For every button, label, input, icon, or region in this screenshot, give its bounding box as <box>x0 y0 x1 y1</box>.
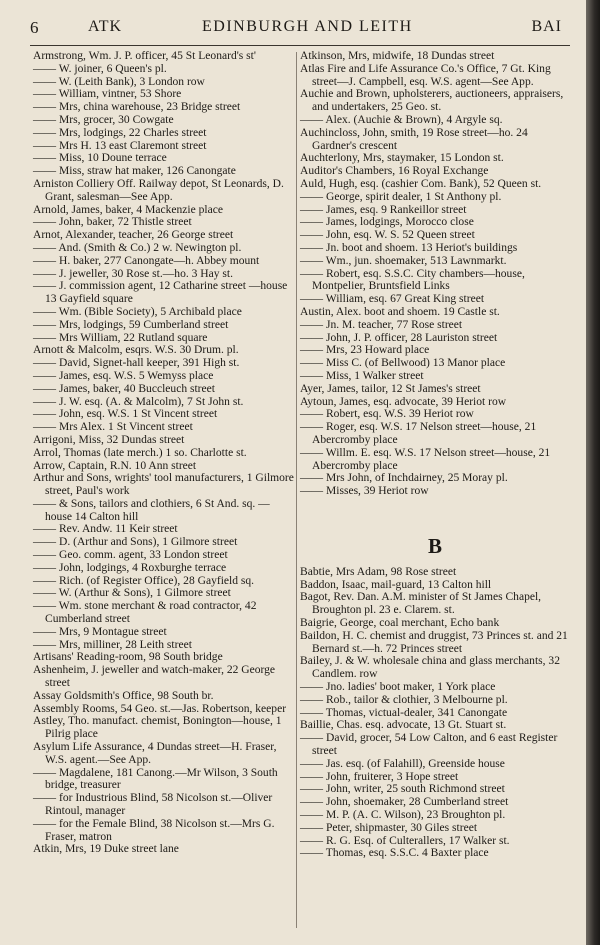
directory-entry: —— Mrs H. 13 east Claremont street <box>33 139 207 152</box>
directory-entry: Austin, Alex. boot and shoem. 19 Castle st. <box>300 305 500 318</box>
directory-entry: —— James, esq. 9 Rankeillor street <box>300 203 467 216</box>
directory-entry: —— W. (Leith Bank), 3 London row <box>33 75 205 88</box>
directory-entry: Ayer, James, tailor, 12 St James's street <box>300 382 481 395</box>
directory-entry: —— David, grocer, 54 Low Calton, and 6 east Register street <box>300 732 558 758</box>
directory-entry: —— James, lodgings, Morocco close <box>300 216 474 229</box>
directory-entry: Atkin, Mrs, 19 Duke street lane <box>33 843 179 856</box>
directory-entry: —— John, J. P. officer, 28 Lauriston street <box>300 331 498 344</box>
directory-entry: —— Mrs, lodgings, 59 Cumberland street <box>33 318 229 331</box>
directory-entry: Arrow, Captain, R.N. 10 Ann street <box>33 459 197 472</box>
directory-entry: Arrol, Thomas (late merch.) 1 so. Charlotte st. <box>33 446 247 459</box>
directory-entry: —— David, Signet-hall keeper, 391 High st. <box>33 357 240 370</box>
directory-entry: Astley, Tho. manufact. chemist, Bonington—house, 1 Pilrig place <box>33 715 282 741</box>
directory-entry: —— William, esq. 67 Great King street <box>300 293 485 306</box>
directory-entry: —— Jn. boot and shoem. 13 Heriot's buildings <box>300 241 518 254</box>
directory-entry: —— Wm., jun. shoemaker, 513 Lawnmarkt. <box>300 254 507 267</box>
directory-entry: —— Mrs John, of Inchdairney, 25 Moray pl. <box>300 472 508 485</box>
directory-entry: Arrigoni, Miss, 32 Dundas street <box>33 433 185 446</box>
directory-entry: —— Miss, 1 Walker street <box>300 369 424 382</box>
directory-entry: —— Miss C. (of Bellwood) 13 Manor place <box>300 357 506 370</box>
page-header <box>30 18 570 40</box>
directory-entry: —— Robert, esq. S.S.C. City chambers—house, Montpelier, Bruntsfield Links <box>300 267 525 293</box>
directory-entry: Bailey, J. & W. wholesale china and glass merchants, 32 Candlem. row <box>300 655 560 681</box>
directory-entry: Atlas Fire and Life Assurance Co.'s Office, 7 Gt. King street—J. Campbell, esq. W.S. agent—See App. <box>300 62 551 88</box>
directory-entry: —— W. joiner, 6 Queen's pl. <box>33 62 167 75</box>
directory-entry: Atkinson, Mrs, midwife, 18 Dundas street <box>300 50 495 62</box>
directory-entry: Aytoun, James, esq. advocate, 39 Heriot row <box>300 395 507 408</box>
directory-entry: —— Mrs, lodgings, 22 Charles street <box>33 126 207 139</box>
directory-entry: Auditor's Chambers, 16 Royal Exchange <box>300 165 489 178</box>
page-number: 6 <box>30 18 40 37</box>
directory-entry: —— John, baker, 72 Thistle street <box>33 216 192 229</box>
directory-entry: —— George, spirit dealer, 1 St Anthony pl. <box>300 190 502 203</box>
directory-entry: Artisans' Reading-room, 98 South bridge <box>33 651 223 664</box>
directory-entry: Baddon, Isaac, mail-guard, 13 Calton hill <box>300 578 492 591</box>
directory-entry: Auchincloss, John, smith, 19 Rose street—ho. 24 Gardner's crescent <box>300 126 528 152</box>
directory-entry: Arnot, Alexander, teacher, 26 George street <box>33 229 234 242</box>
directory-entry: —— for Industrious Blind, 58 Nicolson st.—Oliver Rintoul, manager <box>33 792 273 818</box>
directory-entry: —— Mrs, 9 Montague street <box>33 625 167 638</box>
header-title: EDINBURGH AND LEITH <box>202 18 413 35</box>
directory-entry: —— Roger, esq. W.S. 17 Nelson street—house, 21 Abercromby place <box>300 421 537 446</box>
right-column <box>300 50 570 860</box>
directory-entry: Asylum Life Assurance, 4 Dundas street—H. Fraser, W.S. agent.—See App. <box>33 741 277 766</box>
directory-entry: Baigrie, George, coal merchant, Echo bank <box>300 617 500 630</box>
directory-entry: —— Miss, 10 Doune terrace <box>33 152 167 165</box>
directory-entry: Arnott & Malcolm, esqrs. W.S. 30 Drum. pl. <box>33 344 239 357</box>
directory-entry: Arthur and Sons, wrights' tool manufacturers, 1 Gilmore street, Paul's work <box>33 472 294 498</box>
directory-entry: Baildon, H. C. chemist and druggist, 73 Princes st. and 21 Bernard st.—h. 72 Princes street <box>300 629 568 655</box>
directory-entry: —— Willm. E. esq. W.S. 17 Nelson street—house, 21 Abercromby place <box>300 446 551 472</box>
directory-entry: —— Mrs, china warehouse, 23 Bridge street <box>33 101 241 114</box>
directory-entry: Auchie and Brown, upholsterers, auctioneers, appraisers, and undertakers, 25 Geo. st. <box>300 88 564 114</box>
section-letter: B <box>427 533 442 558</box>
directory-entry: —— R. G. Esq. of Culterallers, 17 Walker st. <box>300 834 510 847</box>
header-right-keyword: BAI <box>531 18 562 35</box>
directory-entry: —— W. (Arthur & Sons), 1 Gilmore street <box>33 587 231 600</box>
directory-entry: —— J. jeweller, 30 Rose st.—ho. 3 Hay st. <box>33 267 233 280</box>
directory-entry: —— Jno. ladies' boot maker, 1 York place <box>300 681 496 694</box>
directory-entry: Bagot, Rev. Dan. A.M. minister of St James Chapel, Broughton pl. 23 e. Clarem. st. <box>300 591 542 617</box>
directory-entry: —— Rich. (of Register Office), 28 Gayfield sq. <box>33 574 255 587</box>
directory-entry: —— J. commission agent, 12 Catharine street —house 13 Gayfield square <box>33 280 288 306</box>
directory-entry: —— Mrs, grocer, 30 Cowgate <box>33 113 174 126</box>
directory-entry: Assay Goldsmith's Office, 98 South br. <box>33 689 214 702</box>
directory-entry: —— H. baker, 277 Canongate—h. Abbey mount <box>33 254 260 267</box>
directory-entry: —— Mrs William, 22 Rutland square <box>33 331 208 344</box>
directory-entry: —— Wm. stone merchant & road contractor, 42 Cumberland street <box>33 600 257 626</box>
directory-entry: Ashenheim, J. jeweller and watch-maker, 22 George street <box>33 664 276 690</box>
directory-entry: —— Miss, straw hat maker, 126 Canongate <box>33 165 236 178</box>
directory-entry: —— M. P. (A. C. Wilson), 23 Broughton pl. <box>300 809 506 822</box>
directory-entry: Arniston Colliery Off. Railway depot, St Leonards, D. Grant, salesman—See App. <box>33 177 284 203</box>
directory-entry: —— Peter, shipmaster, 30 Giles street <box>300 821 478 834</box>
directory-entry: —— John, lodgings, 4 Roxburghe terrace <box>33 561 227 574</box>
directory-entry: —— Wm. (Bible Society), 5 Archibald place <box>33 305 242 318</box>
directory-entry: —— Alex. (Auchie & Brown), 4 Argyle sq. <box>300 113 503 126</box>
column-divider <box>296 52 297 928</box>
directory-entry: —— & Sons, tailors and clothiers, 6 St And. sq. —house 14 Calton hill <box>33 497 270 523</box>
directory-entry: Armstrong, Wm. J. P. officer, 45 St Leonard's st' <box>33 50 256 62</box>
directory-entry: Babtie, Mrs Adam, 98 Rose street <box>300 565 457 578</box>
directory-entry: —— James, baker, 40 Buccleuch street <box>33 382 215 395</box>
directory-entry: Baillie, Chas. esq. advocate, 13 Gt. Stuart st. <box>300 719 507 732</box>
book-gutter <box>586 0 600 945</box>
directory-entry: Arnold, James, baker, 4 Mackenzie place <box>33 203 223 216</box>
directory-entry: —— Magdalene, 181 Canong.—Mr Wilson, 3 South bridge, treasurer <box>33 766 278 792</box>
directory-entry: —— Misses, 39 Heriot row <box>300 485 429 498</box>
right-column-b-entries <box>300 566 570 860</box>
directory-entry: —— And. (Smith & Co.) 2 w. Newington pl. <box>33 241 242 254</box>
header-rule <box>30 45 570 46</box>
directory-entry: —— D. (Arthur and Sons), 1 Gilmore street <box>33 536 238 549</box>
directory-entry: —— John, esq. W. S. 52 Queen street <box>300 229 475 242</box>
directory-entry: —— Rev. Andw. 11 Keir street <box>33 523 178 536</box>
directory-entry: —— John, writer, 25 south Richmond street <box>300 783 505 796</box>
directory-entry: —— John, shoemaker, 28 Cumberland street <box>300 796 509 809</box>
directory-entry: Assembly Rooms, 54 Geo. st.—Jas. Robertson, keeper <box>33 702 287 715</box>
directory-entry: —— J. W. esq. (A. & Malcolm), 7 St John st. <box>33 395 244 408</box>
directory-entry: —— Mrs Alex. 1 St Vincent street <box>33 421 193 434</box>
directory-entry: —— William, vintner, 53 Shore <box>33 88 182 101</box>
directory-entry: —— Thomas, esq. S.S.C. 4 Baxter place <box>300 847 489 860</box>
directory-entry: Auld, Hugh, esq. (cashier Com. Bank), 52 Queen st. <box>300 177 542 190</box>
directory-entry: —— Rob., tailor & clothier, 3 Melbourne pl. <box>300 693 508 706</box>
directory-entry: —— Thomas, victual-dealer, 341 Canongate <box>300 706 508 719</box>
directory-entry: —— Mrs, 23 Howard place <box>300 344 430 357</box>
left-column <box>33 50 296 856</box>
directory-entry: —— Jn. M. teacher, 77 Rose street <box>300 318 463 331</box>
directory-entry: —— John, esq. W.S. 1 St Vincent street <box>33 408 218 421</box>
header-left-keyword: ATK <box>88 18 123 35</box>
directory-entry: —— Mrs, milliner, 28 Leith street <box>33 638 192 651</box>
right-column-a-entries <box>300 50 570 498</box>
directory-entry: Auchterlony, Mrs, staymaker, 15 London st. <box>300 152 504 165</box>
directory-entry: —— for the Female Blind, 38 Nicolson st.—Mrs G. Fraser, matron <box>33 817 275 843</box>
directory-entry: —— Geo. comm. agent, 33 London street <box>33 549 228 562</box>
directory-entry: —— Robert, esq. W.S. 39 Heriot row <box>300 408 474 421</box>
directory-entry: —— John, fruiterer, 3 Hope street <box>300 770 459 783</box>
directory-entry: —— James, esq. W.S. 5 Wemyss place <box>33 369 214 382</box>
directory-entry: —— Jas. esq. (of Falahill), Greenside house <box>300 757 505 770</box>
